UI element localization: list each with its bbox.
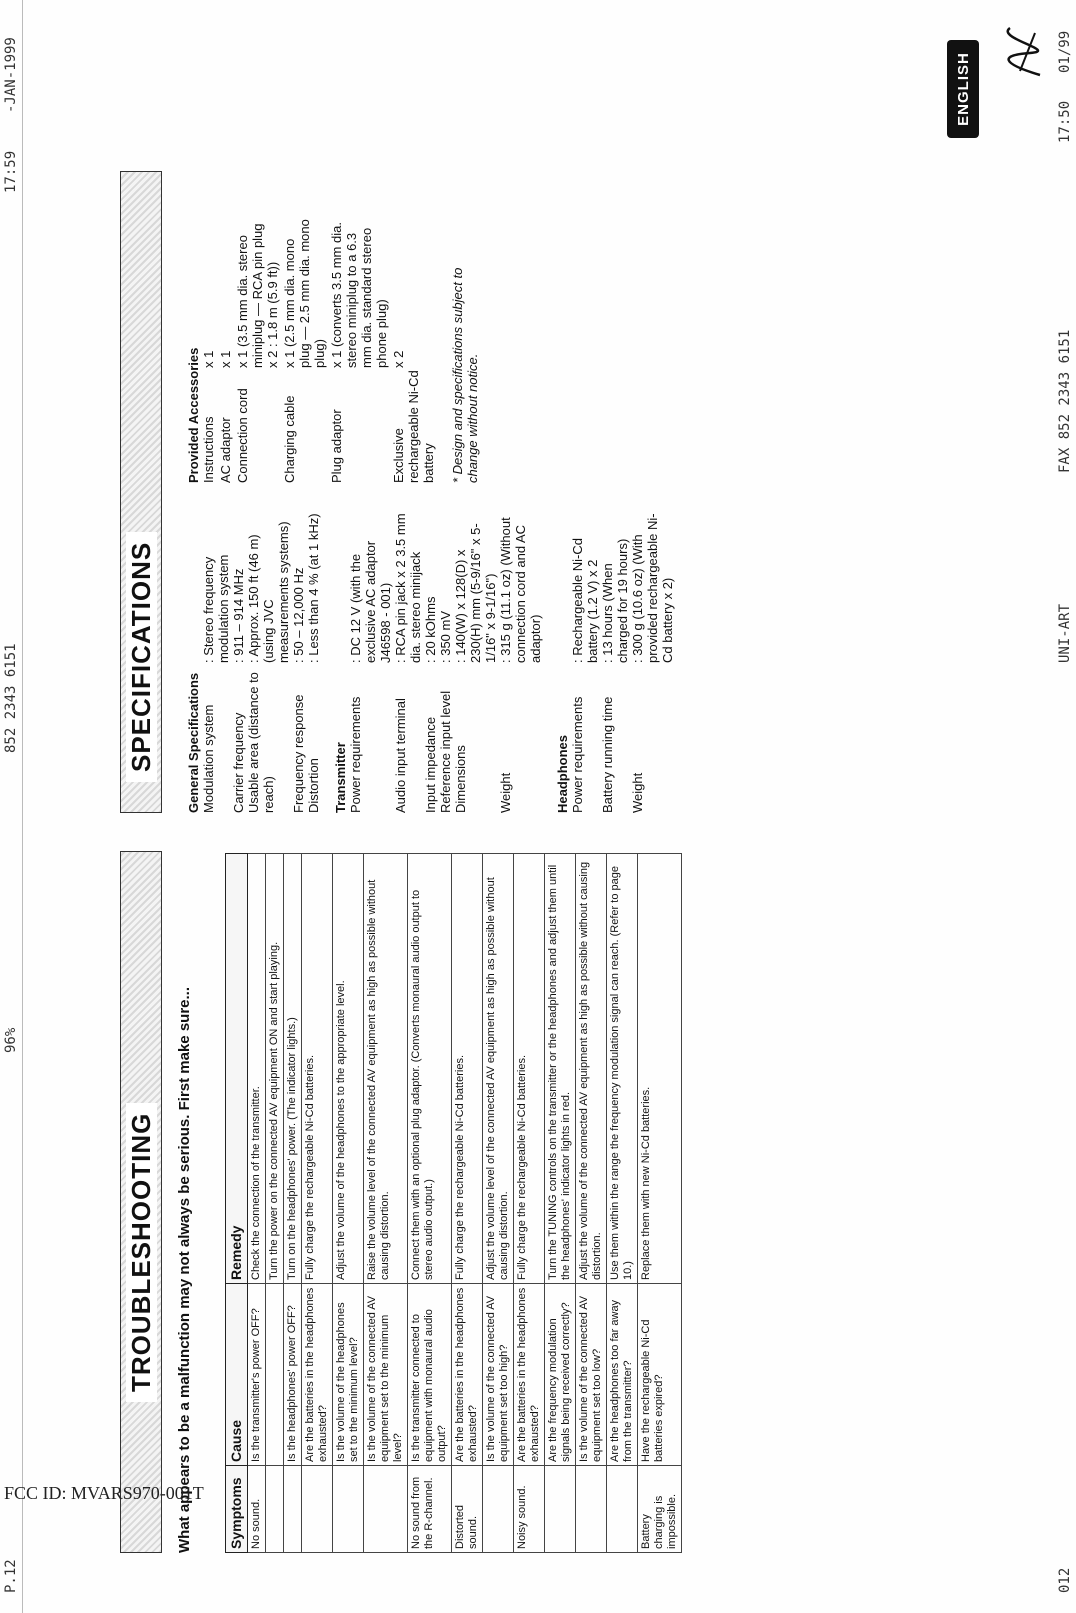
spec-value: x 1	[201, 350, 216, 368]
table-header-row	[226, 854, 248, 1553]
cause-cell: Are the batteries in the headphones exhausted?	[302, 1284, 333, 1466]
table-row	[266, 854, 284, 1553]
cause-cell: Is the headphones' power OFF?	[284, 1284, 302, 1466]
table-row	[364, 854, 408, 1553]
fax-header	[0, 0, 23, 1613]
remedy-cell: Turn on the headphones' power. (The indicator lights.)	[284, 854, 302, 1284]
spec-label: Plug adaptor	[329, 409, 344, 483]
cause-cell: Are the frequency modulation signals being received correctly?	[545, 1284, 576, 1466]
cause-cell: Is the volume of the headphones set to the minimum level?	[333, 1284, 364, 1466]
cause-cell: Is the volume of the connected AV equipment set too low?	[576, 1284, 607, 1466]
table-row	[638, 854, 682, 1553]
table-row	[607, 854, 638, 1553]
remedy-cell: Replace them with new Ni-Cd batteries.	[638, 854, 682, 1284]
accessories-heading: Provided Accessories	[186, 347, 201, 483]
spec-row	[231, 503, 246, 813]
header-remedy: Remedy	[226, 854, 248, 1284]
spec-value: : Rechargeable Ni-Cd battery (1.2 V) x 2	[570, 537, 600, 663]
remedy-cell: Turn the power on the connected AV equipment ON and start playing.	[266, 854, 284, 1284]
spec-label: Modulation system	[201, 704, 216, 813]
fax-page: P.12	[3, 1559, 19, 1593]
language-badge: ENGLISH	[947, 40, 979, 138]
spec-label: Power requirements	[348, 696, 363, 813]
spec-row	[246, 503, 291, 813]
spec-label: Usable area (distance to reach)	[246, 672, 276, 813]
spec-row	[201, 203, 216, 483]
spec-value: : 13 hours (When charged for 19 hours)	[600, 538, 630, 663]
spec-label: Carrier frequency	[231, 712, 246, 813]
symptom-cell	[607, 1466, 638, 1553]
symptom-cell: No sound.	[248, 1466, 266, 1553]
cause-cell: Are the batteries in the headphones exhausted?	[514, 1284, 545, 1466]
spec-value: : 315 g (11.1 oz) (Without connection cord and AC adaptor)	[498, 517, 543, 663]
spec-row	[201, 503, 231, 813]
symptom-cell	[483, 1466, 514, 1553]
spec-label: Weight	[630, 772, 645, 813]
remedy-cell: Turn the TUNING controls on the transmitter or the headphones and adjust them until the headphones' indicator lights in red.	[545, 854, 576, 1284]
spec-label: Audio input terminal	[393, 698, 408, 813]
symptom-cell: Distorted sound.	[452, 1466, 483, 1553]
table-row	[452, 854, 483, 1553]
spec-value: x 2	[391, 350, 406, 368]
spec-row	[391, 203, 436, 483]
fax-footer	[1054, 0, 1076, 1613]
spec-label: Instructions	[201, 416, 216, 483]
table-row	[576, 854, 607, 1553]
spec-label: AC adaptor	[218, 417, 233, 483]
footer-date: 01/99	[1057, 30, 1073, 73]
spec-row	[600, 503, 630, 813]
remedy-cell: Adjust the volume level of the connected AV equipment as high as possible without causing distortion.	[483, 854, 514, 1284]
spec-label: Reference input level	[438, 690, 453, 813]
spec-label: Weight	[498, 772, 513, 813]
specs-left-column	[180, 503, 675, 813]
footer-page: 012	[1057, 1567, 1073, 1593]
symptom-cell: Noisy sound.	[514, 1466, 545, 1553]
headphones-heading: Headphones	[555, 734, 570, 813]
troubleshooting-title: TROUBLESHOOTING	[126, 1103, 157, 1402]
spec-label: Power requirements	[570, 696, 585, 813]
specifications-title: SPECIFICATIONS	[126, 532, 157, 782]
cause-cell	[266, 1284, 284, 1466]
symptom-cell: Battery charging is impossible.	[638, 1466, 682, 1553]
symptom-cell: No sound from the R-channel.	[408, 1466, 452, 1553]
spec-row	[423, 503, 438, 813]
spec-label: Frequency response	[291, 694, 306, 813]
spec-value: : DC 12 V (with the exclusive AC adaptor J46598 - 001)	[348, 540, 393, 663]
symptom-cell	[266, 1466, 284, 1553]
spec-value: : Approx. 150 ft (46 m) (using JVC measurements systems)	[246, 521, 291, 663]
remedy-cell: Raise the volume level of the connected AV equipment as high as possible without causing distortion.	[364, 854, 408, 1284]
fax-number: 852 2343 6151	[3, 643, 19, 753]
symptom-cell	[545, 1466, 576, 1553]
header-cause: Cause	[226, 1284, 248, 1466]
cause-cell: Are the headphones too far away from the transmitter?	[607, 1284, 638, 1466]
symptom-cell	[364, 1466, 408, 1553]
symptom-cell	[576, 1466, 607, 1553]
remedy-cell: Check the connection of the transmitter.	[248, 854, 266, 1284]
spec-row	[453, 503, 498, 813]
spec-label: Exclusive rechargeable Ni-Cd battery	[391, 370, 436, 483]
spec-row	[329, 203, 389, 483]
fcc-id: FCC ID: MVARS970-001T	[4, 1483, 204, 1503]
cause-cell: Is the volume of the connected AV equipment set too high?	[483, 1284, 514, 1466]
spec-label: Connection cord	[235, 388, 250, 483]
table-row	[248, 854, 266, 1553]
spec-value: x 1 (converts 3.5 mm dia. stereo miniplug to a 6.3 mm dia. standard stereo phone plug)	[329, 222, 389, 368]
general-heading: General Specifications	[186, 672, 201, 813]
spec-row	[306, 503, 321, 813]
fax-percent: 96%	[3, 1027, 19, 1053]
spec-row	[282, 203, 327, 483]
spec-row	[630, 503, 675, 813]
remedy-cell: Fully charge the rechargeable Ni-Cd batteries.	[452, 854, 483, 1284]
table-row	[514, 854, 545, 1553]
footer-sender: UNI-ART	[1057, 603, 1073, 663]
footer-time: 17:50	[1057, 100, 1073, 143]
table-row	[302, 854, 333, 1553]
transmitter-heading: Transmitter	[333, 742, 348, 813]
symptom-cell	[284, 1466, 302, 1553]
spec-label: Battery running time	[600, 696, 615, 813]
specifications-header	[120, 171, 162, 813]
troubleshooting-intro: What appears to be a malfunction may not always be serious. First make sure...	[176, 986, 193, 1553]
fax-time: 17:59	[3, 150, 19, 193]
spec-value: : 50 – 12,000 Hz	[291, 567, 306, 663]
remedy-cell: Fully charge the rechargeable Ni-Cd batteries.	[302, 854, 333, 1284]
spec-row	[570, 503, 600, 813]
table-row	[333, 854, 364, 1553]
spec-value: : Stereo frequency modulation system	[201, 554, 231, 663]
header-symptoms: Symptoms	[226, 1466, 248, 1553]
table-row	[545, 854, 576, 1553]
cause-cell: Is the volume of the connected AV equipment set to the minimum level?	[364, 1284, 408, 1466]
spec-value: : RCA pin jack x 2 3.5 mm dia. stereo minijack	[393, 513, 423, 663]
spec-note: * Design and specifications subject to change without notice.	[450, 267, 480, 483]
troubleshooting-header	[120, 851, 162, 1553]
spec-label: Input impedance	[423, 716, 438, 813]
footer-fax-number: FAX 852 2343 6151	[1057, 329, 1073, 473]
remedy-cell: Connect them with an optional plug adaptor. (Converts monaural audio output to stereo audio output.)	[408, 854, 452, 1284]
table-row	[408, 854, 452, 1553]
troubleshooting-table	[225, 853, 682, 1553]
cause-cell: Are the batteries in the headphones exhausted?	[452, 1284, 483, 1466]
cause-cell: Have the rechargeable Ni-Cd batteries expired?	[638, 1284, 682, 1466]
spec-value: : 20 kOhms	[423, 596, 438, 663]
spec-label: Distortion	[306, 758, 321, 813]
spec-row	[498, 503, 543, 813]
table-row	[284, 854, 302, 1553]
spec-row	[291, 503, 306, 813]
spec-value: : 300 g (10.6 oz) (With provided rechargeable Ni-Cd battery x 2)	[630, 513, 675, 663]
spec-row	[218, 203, 233, 483]
table-row	[483, 854, 514, 1553]
spec-value: : Less than 4 % (at 1 kHz)	[306, 513, 321, 663]
signature-mark	[990, 23, 1050, 83]
spec-label: Charging cable	[282, 395, 297, 483]
cause-cell: Is the transmitter's power OFF?	[248, 1284, 266, 1466]
spec-row	[348, 503, 393, 813]
spec-value: x 1	[218, 350, 233, 368]
spec-row	[235, 203, 280, 483]
remedy-cell: Fully charge the rechargeable Ni-Cd batteries.	[514, 854, 545, 1284]
fax-date: -JAN-1999	[3, 37, 19, 113]
symptom-cell	[333, 1466, 364, 1553]
spec-value: : 350 mV	[438, 610, 453, 663]
remedy-cell: Adjust the volume of the headphones to the appropriate level.	[333, 854, 364, 1284]
spec-value: x 1 (2.5 mm dia. mono plug — 2.5 mm dia. mono plug)	[282, 219, 327, 368]
symptom-cell	[302, 1466, 333, 1553]
spec-value: : 911 – 914 MHz	[231, 568, 246, 663]
spec-value: : 140(W) x 128(D) x 230(H) mm (5-9/16" x 5-1/16" x 9-1/16")	[453, 523, 498, 663]
spec-label: Dimensions	[453, 745, 468, 813]
remedy-cell: Use them within the range the frequency modulation signal can reach. (Refer to page 10.)	[607, 854, 638, 1284]
remedy-cell: Adjust the volume of the connected AV equipment as high as possible without causing distortion.	[576, 854, 607, 1284]
spec-value: x 1 (3.5 mm dia. stereo miniplug — RCA pin plug x 2 : 1.8 m (5.9 ft))	[235, 223, 280, 368]
spec-row	[393, 503, 423, 813]
cause-cell: Is the transmitter connected to equipment with monaural audio output?	[408, 1284, 452, 1466]
spec-row	[438, 503, 453, 813]
specs-right-column	[180, 203, 480, 483]
